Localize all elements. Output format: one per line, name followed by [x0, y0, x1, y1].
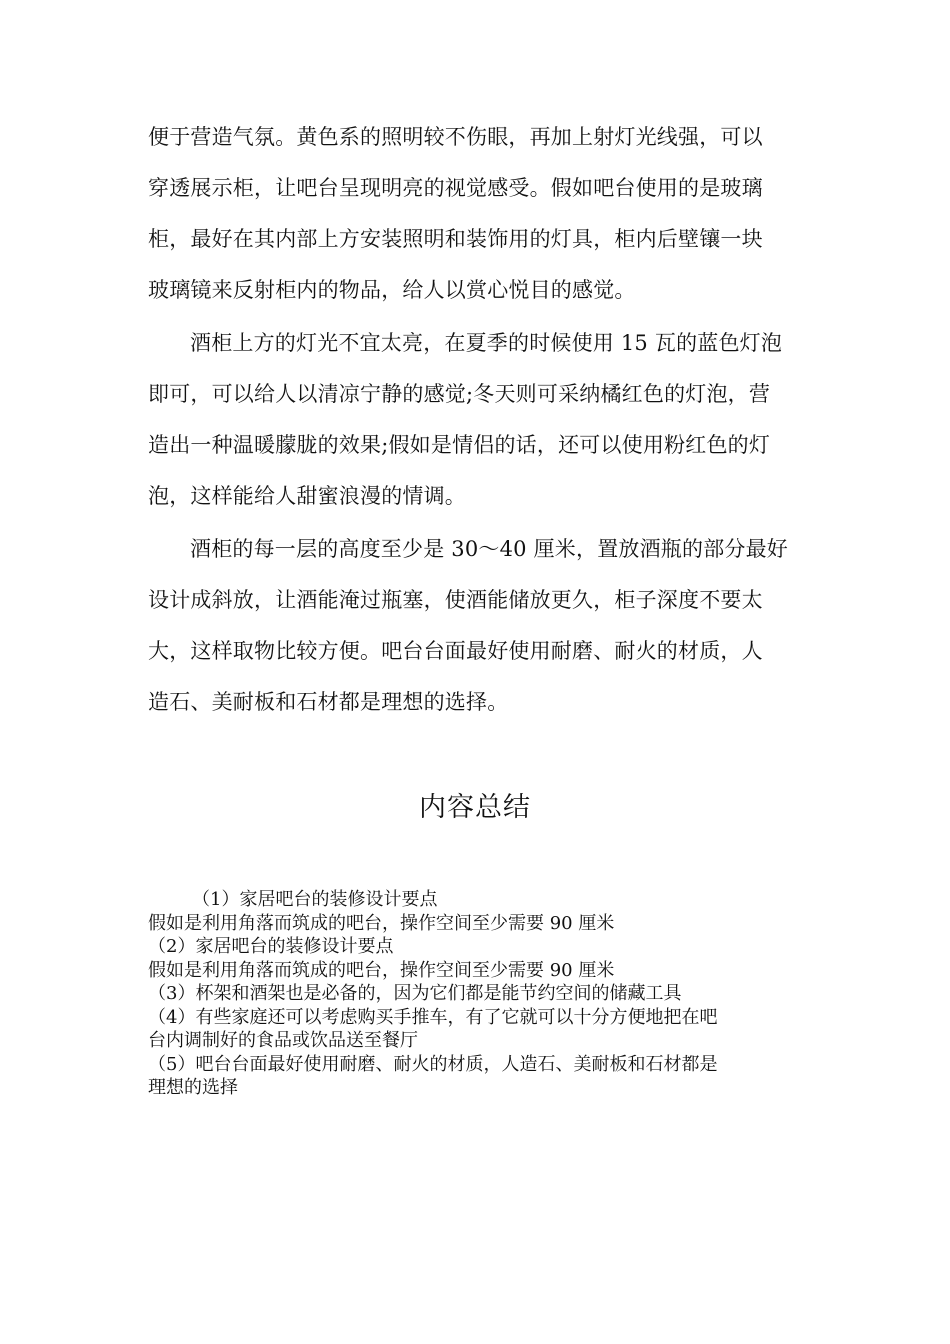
paragraph-line: 设计成斜放，让酒能淹过瓶塞，使酒能储放更久，柜子深度不要太 [148, 588, 763, 612]
summary-line: （1）家居吧台的装修设计要点 [192, 889, 438, 910]
body-text [148, 112, 808, 728]
summary-line: （3）杯架和酒架也是必备的，因为它们都是能节约空间的储藏工具 [148, 983, 682, 1004]
paragraph-line: 即可，可以给人以清凉宁静的感觉;冬天则可采纳橘红色的灯泡，营 [148, 382, 771, 406]
paragraph-line: 穿透展示柜，让吧台呈现明亮的视觉感受。假如吧台使用的是玻璃 [148, 176, 763, 200]
summary-line: （5）吧台台面最好使用耐磨、耐火的材质，人造石、美耐板和石材都是 [148, 1053, 718, 1075]
paragraph-line: 大，这样取物比较方便。吧台台面最好使用耐磨、耐火的材质，人 [148, 639, 763, 663]
paragraph-line: 造石、美耐板和石材都是理想的选择。 [148, 690, 509, 714]
summary-line: 理想的选择 [148, 1077, 238, 1098]
paragraph-shelf-height [148, 524, 808, 728]
summary-line: 台内调制好的食品或饮品送至餐厅 [148, 1030, 418, 1051]
summary-line: 假如是利用角落而筑成的吧台，操作空间至少需要 90 厘米 [148, 912, 615, 934]
summary-line: （2）家居吧台的装修设计要点 [148, 936, 394, 957]
paragraph-bulb-color [148, 318, 808, 522]
paragraph-line: 便于营造气氛。黄色系的照明较不伤眼，再加上射灯光线强，可以 [148, 125, 763, 149]
paragraph-line: 玻璃镜来反射柜内的物品，给人以赏心悦目的感觉。 [148, 278, 636, 302]
summary-title: 内容总结 [419, 792, 531, 823]
summary-line: 假如是利用角落而筑成的吧台，操作空间至少需要 90 厘米 [148, 959, 615, 981]
paragraph-line: 泡，这样能给人甜蜜浪漫的情调。 [148, 484, 466, 508]
summary-line: （4）有些家庭还可以考虑购买手推车，有了它就可以十分方便地把在吧 [148, 1006, 718, 1028]
summary-list [148, 888, 808, 1100]
paragraph-line: 柜，最好在其内部上方安装照明和装饰用的灯具，柜内后壁镶一块 [148, 227, 763, 251]
paragraph-line: 酒柜的每一层的高度至少是 30～40 厘米，置放酒瓶的部分最好 [190, 537, 788, 561]
paragraph-lighting-cabinet [148, 112, 808, 316]
paragraph-line: 酒柜上方的灯光不宜太亮，在夏季的时候使用 15 瓦的蓝色灯泡 [190, 331, 783, 355]
paragraph-line: 造出一种温暖朦胧的效果;假如是情侣的话，还可以使用粉红色的灯 [148, 433, 771, 457]
